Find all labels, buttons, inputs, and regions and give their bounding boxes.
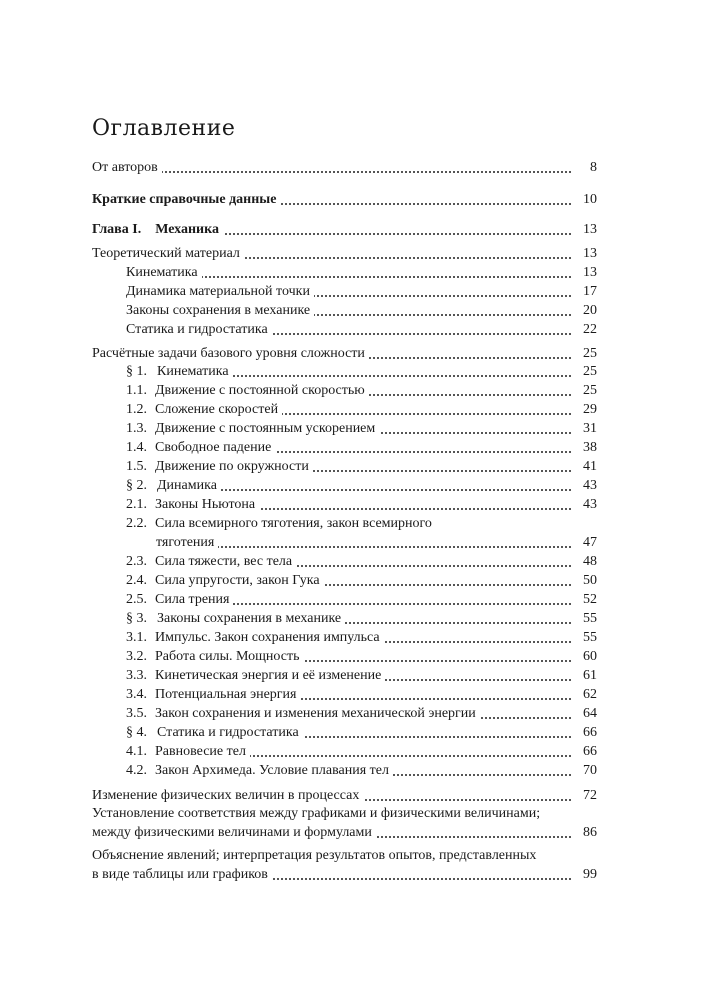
- toc-subsection-4-2[interactable]: [126, 761, 597, 780]
- toc-entry-label: Сила упругости, закон Гука: [155, 573, 320, 588]
- toc-section-number: 3.5.: [126, 706, 147, 721]
- toc-entry-label: Законы Ньютона: [155, 497, 256, 512]
- toc-subsection-3-4[interactable]: [126, 685, 597, 704]
- toc-entry-theory[interactable]: [92, 244, 597, 263]
- toc-subsection-2-1[interactable]: [126, 495, 597, 514]
- toc-entry-theory-statics[interactable]: [126, 320, 597, 339]
- toc-entry-label: Расчётные задачи базового уровня сложности: [92, 344, 369, 363]
- toc-page-number: 10: [579, 190, 597, 209]
- toc-entry-label: Закон сохранения и изменения механической энергии: [155, 706, 476, 721]
- toc-section-number: § 4.: [126, 725, 147, 740]
- toc-entry-theory-conservation[interactable]: [126, 301, 597, 320]
- toc-section-number: 2.3.: [126, 554, 147, 569]
- toc-subsection-2-3[interactable]: [126, 552, 597, 571]
- toc-page-number: 99: [579, 865, 597, 884]
- toc-entry-label: Установление соответствия между графиками и физическими величинами;: [92, 806, 541, 821]
- toc-entry-label: Работа силы. Мощность: [155, 649, 300, 664]
- toc-section-number: 2.4.: [126, 573, 147, 588]
- toc-page-number: 20: [579, 301, 597, 320]
- toc-page-number: 48: [579, 552, 597, 571]
- toc-entry-basic-problems[interactable]: [92, 344, 597, 363]
- toc-page-number: 25: [579, 381, 597, 400]
- toc-entry-label-continued: между физическими величинами и формулами: [92, 823, 376, 842]
- toc-subsection-2-5[interactable]: [126, 590, 597, 609]
- toc-section-number: 2.2.: [126, 516, 147, 531]
- toc-page-number: 64: [579, 704, 597, 723]
- toc-page-number: 29: [579, 400, 597, 419]
- toc-subsection-1-1[interactable]: [126, 381, 597, 400]
- toc-entry-theory-kinematics[interactable]: [126, 263, 597, 282]
- toc-page-number: 25: [579, 362, 597, 381]
- toc-entry-label: Сложение скоростей: [155, 402, 279, 417]
- toc-page-number: 47: [579, 533, 597, 552]
- toc-entry-label: Движение с постоянным ускорением: [155, 421, 376, 436]
- toc-section-number: § 1.: [126, 364, 147, 379]
- toc-entry-label: Краткие справочные данные: [92, 190, 280, 209]
- toc-entry-reference-data[interactable]: [92, 190, 597, 209]
- toc-entry-label: Сила трения: [155, 592, 230, 607]
- toc-subsection-3-5[interactable]: [126, 704, 597, 723]
- toc-subsection-3-1[interactable]: [126, 628, 597, 647]
- toc-entry-label: Сила всемирного тяготения, закон всемирного: [155, 516, 432, 531]
- toc-page-number: 17: [579, 282, 597, 301]
- toc-page-number: 43: [579, 476, 597, 495]
- toc-section-1[interactable]: [126, 362, 597, 381]
- toc-entry-quantity-changes[interactable]: [92, 786, 597, 805]
- toc-entry-label: Законы сохранения в механике: [157, 611, 342, 626]
- toc-section-2[interactable]: [126, 476, 597, 495]
- toc-section-number: 2.5.: [126, 592, 147, 607]
- toc-entry-label: Статика и гидростатика: [157, 725, 299, 740]
- toc-section-number: 1.2.: [126, 402, 147, 417]
- toc-section-number: 3.1.: [126, 630, 147, 645]
- toc-entry-label: Кинематика: [126, 263, 202, 282]
- toc-entry-label: Глава I. Механика: [92, 220, 223, 239]
- toc-entry-label: Импульс. Закон сохранения импульса: [155, 630, 380, 645]
- toc-entry-label: Кинетическая энергия и её изменение: [155, 668, 382, 683]
- toc-subsection-2-2-line1[interactable]: [126, 514, 597, 533]
- toc-entry-label: Динамика материальной точки: [126, 282, 314, 301]
- toc-entry-label-continued: в виде таблицы или графиков: [92, 865, 272, 884]
- toc-entry-graphs-line1[interactable]: [92, 804, 597, 823]
- toc-page-number: 41: [579, 457, 597, 476]
- toc-entry-label: Закон Архимеда. Условие плавания тел: [155, 763, 389, 778]
- toc-subsection-4-1[interactable]: [126, 742, 597, 761]
- toc-subsection-2-4[interactable]: [126, 571, 597, 590]
- toc-section-number: 2.1.: [126, 497, 147, 512]
- toc-page-number: 25: [579, 344, 597, 363]
- toc-entry-label: Теоретический материал: [92, 244, 244, 263]
- toc-section-number: 1.1.: [126, 383, 147, 398]
- toc-entry-label: Статика и гидростатика: [126, 320, 272, 339]
- toc-entry-label: Потенциальная энергия: [155, 687, 297, 702]
- page-title: Оглавление: [92, 116, 236, 141]
- toc-page-number: 50: [579, 571, 597, 590]
- toc-subsection-1-4[interactable]: [126, 438, 597, 457]
- toc-page-number: 55: [579, 609, 597, 628]
- toc-entry-label: Объяснение явлений; интерпретация результатов опытов, представленных: [92, 848, 537, 863]
- toc-section-number: § 2.: [126, 478, 147, 493]
- toc-section-number: § 3.: [126, 611, 147, 626]
- toc-entry-theory-dynamics[interactable]: [126, 282, 597, 301]
- toc-page-number: 72: [579, 786, 597, 805]
- toc-entry-label: От авторов: [92, 158, 162, 177]
- toc-entry-label: Изменение физических величин в процессах: [92, 786, 363, 805]
- toc-page-number: 43: [579, 495, 597, 514]
- toc-subsection-3-2[interactable]: [126, 647, 597, 666]
- toc-section-number: 3.2.: [126, 649, 147, 664]
- toc-section-3[interactable]: [126, 609, 597, 628]
- toc-section-number: 3.3.: [126, 668, 147, 683]
- toc-subsection-1-2[interactable]: [126, 400, 597, 419]
- toc-entry-from-authors[interactable]: [92, 158, 597, 177]
- toc-entry-label: Кинематика: [157, 364, 229, 379]
- toc-page-number: 66: [579, 742, 597, 761]
- toc-page-number: 86: [579, 823, 597, 842]
- toc-page-number: 55: [579, 628, 597, 647]
- toc-page-number: 8: [586, 158, 597, 177]
- toc-page-number: 13: [579, 220, 597, 239]
- toc-section-4[interactable]: [126, 723, 597, 742]
- toc-page-number: 52: [579, 590, 597, 609]
- toc-entry-graphs-line2[interactable]: [92, 823, 597, 842]
- toc-page-number: 70: [579, 761, 597, 780]
- toc-subsection-3-3[interactable]: [126, 666, 597, 685]
- toc-entry-label: Движение с постоянной скоростью: [155, 383, 365, 398]
- toc-entry-label: Динамика: [157, 478, 217, 493]
- toc-page-number: 66: [579, 723, 597, 742]
- toc-page-number: 31: [579, 419, 597, 438]
- dot-leader: [92, 171, 571, 173]
- toc-page-number: 62: [579, 685, 597, 704]
- toc-entry-chapter-1[interactable]: [92, 220, 597, 239]
- toc-subsection-1-5[interactable]: [126, 457, 597, 476]
- toc-page-number: 60: [579, 647, 597, 666]
- toc-section-number: 3.4.: [126, 687, 147, 702]
- toc-page-number: 13: [579, 244, 597, 263]
- toc-page-number: 61: [579, 666, 597, 685]
- toc-entry-label: Равновесие тел: [155, 744, 246, 759]
- toc-page-number: 38: [579, 438, 597, 457]
- toc-subsection-2-2-line2[interactable]: [156, 533, 597, 552]
- toc-section-number: 1.3.: [126, 421, 147, 436]
- toc-entry-phenomena-line2[interactable]: [92, 865, 597, 884]
- toc-page-number: 13: [579, 263, 597, 282]
- toc-page-number: 22: [579, 320, 597, 339]
- toc-entry-phenomena-line1[interactable]: [92, 846, 597, 865]
- toc-section-number: 1.5.: [126, 459, 147, 474]
- toc-section-number: 4.1.: [126, 744, 147, 759]
- toc-subsection-1-3[interactable]: [126, 419, 597, 438]
- toc-entry-label-continued: тяготения: [156, 533, 218, 552]
- toc-entry-label: Законы сохранения в механике: [126, 301, 314, 320]
- toc-section-number: 1.4.: [126, 440, 147, 455]
- toc-section-number: 4.2.: [126, 763, 147, 778]
- toc-entry-label: Сила тяжести, вес тела: [155, 554, 293, 569]
- toc-entry-label: Свободное падение: [155, 440, 272, 455]
- toc-entry-label: Движение по окружности: [155, 459, 309, 474]
